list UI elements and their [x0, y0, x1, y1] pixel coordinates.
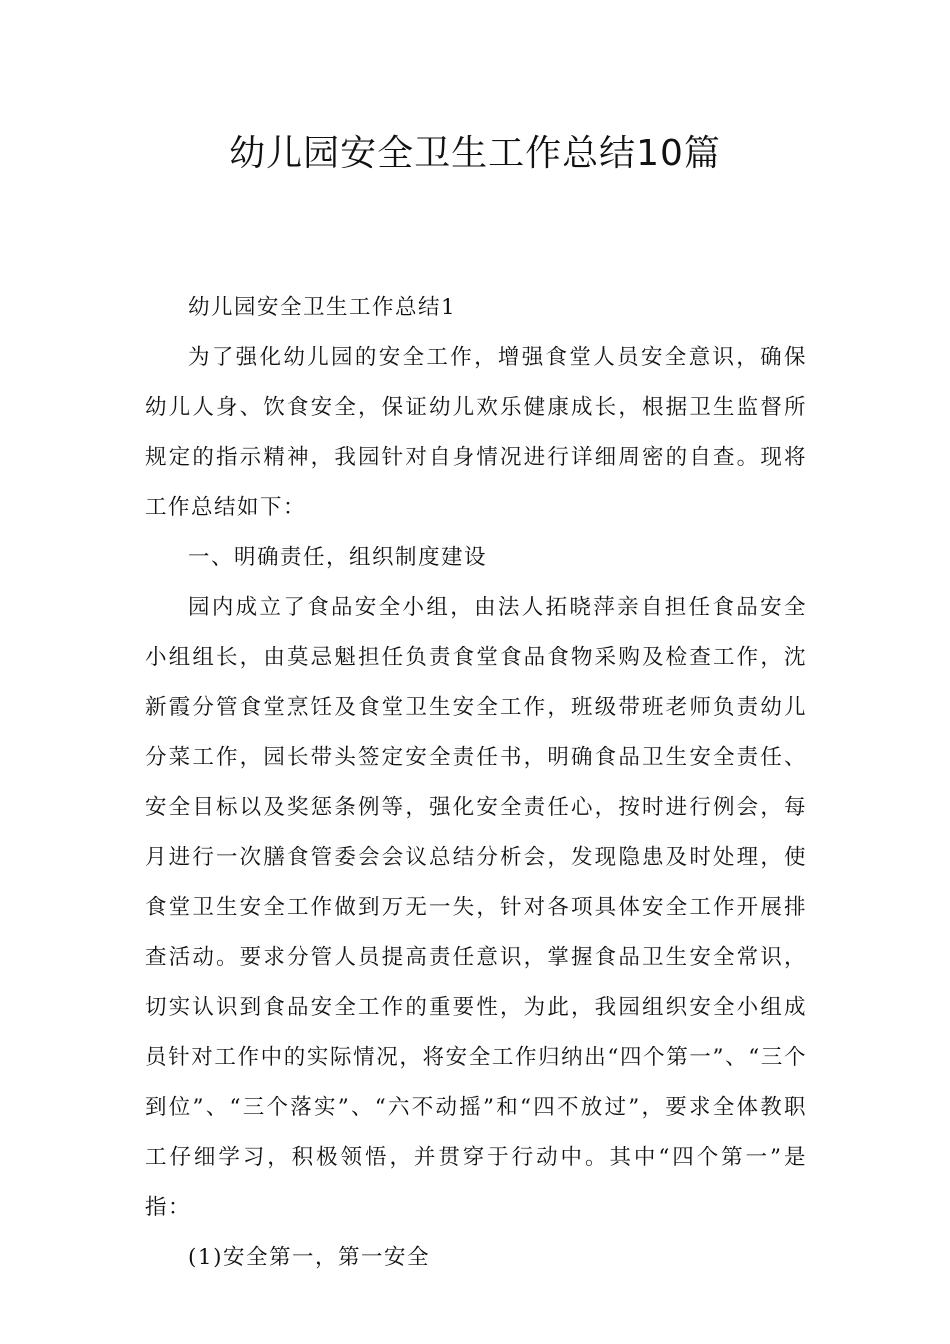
paragraph-responsibility: 园内成立了食品安全小组，由法人拓晓萍亲自担任食品安全小组组长，由莫忌魁担任负责食堂食品食物采购及检查工作，沈新霞分管食堂烹饪及食堂卫生安全工作，班级带班老师负责幼儿分菜工作，园长带头签定安全责任书，明确食品卫生安全责任、安全目标以及奖惩条例等，强化安全责任心，按时进行例会，每月进行一次膳食管委会会议总结分析会，发现隐患及时处理，使食堂卫生安全工作做到万无一失，针对各项具体安全工作开展排查活动。要求分管人员提高责任意识，掌握食品卫生安全常识，切实认识到食品安全工作的重要性，为此，我园组织安全小组成员针对工作中的实际情况，将安全工作归纳出“四个第一”、“三个到位”、“三个落实”、“六不动摇”和“四不放过”，要求全体教职工仔细学习，积极领悟，并贯穿于行动中。其中“四个第一”是指：: [145, 595, 807, 1220]
section-title: 幼儿园安全卫生工作总结1: [188, 295, 457, 320]
heading-responsibility: 一、明确责任，组织制度建设: [188, 545, 488, 570]
document-body: [145, 283, 807, 1283]
paragraph-intro: 为了强化幼儿园的安全工作，增强食堂人员安全意识，确保幼儿人身、饮食安全，保证幼儿欢乐健康成长，根据卫生监督所规定的指示精神，我园针对自身情况进行详细周密的自查。现将工作总结如下：: [145, 345, 807, 520]
list-item-safety-first: (1)安全第一，第一安全: [188, 1245, 430, 1270]
document-title: 幼儿园安全卫生工作总结10篇: [229, 133, 721, 174]
